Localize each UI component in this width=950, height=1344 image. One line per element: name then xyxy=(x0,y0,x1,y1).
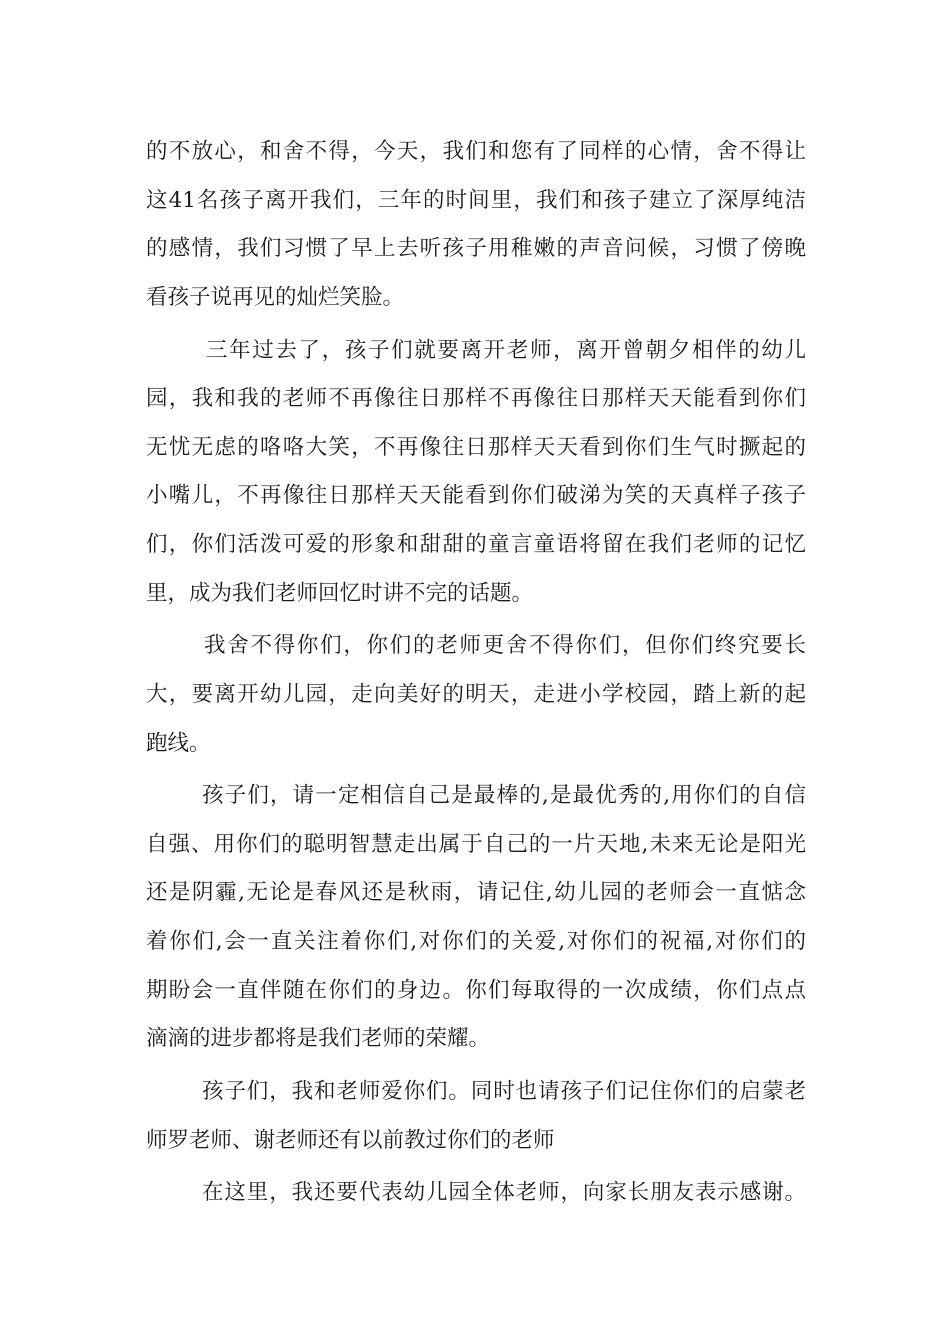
text-line: 滴滴的进步都将是我们老师的荣耀。 xyxy=(146,1026,491,1052)
text-line: 师罗老师、谢老师还有以前教过你们的老师 xyxy=(146,1127,555,1153)
text-line: 园，我和我的老师不再像往日那样不再像往日那样天天能看到你们 xyxy=(146,386,806,412)
text-line: 孩子们，我和老师爱你们。同时也请孩子们记住你们的启蒙老 xyxy=(202,1079,806,1105)
document-page xyxy=(146,128,806,1222)
text-line: 里，成为我们老师回忆时讲不完的话题。 xyxy=(146,580,534,606)
text-line: 还是阴霾,无论是春风还是秋雨，请记住,幼儿园的老师会一直惦念 xyxy=(146,880,806,906)
text-line: 小嘴儿，不再像往日那样天天能看到你们破涕为笑的天真样子孩子 xyxy=(146,483,806,509)
paragraph-4 xyxy=(146,772,806,1064)
text-line: 这41名孩子离开我们，三年的时间里，我们和孩子建立了深厚纯洁 xyxy=(146,187,806,213)
text-line: 的感情，我们习惯了早上去听孩子用稚嫩的声音问候，习惯了傍晚 xyxy=(146,236,806,262)
paragraph-5 xyxy=(146,1068,806,1165)
text-line: 三年过去了，孩子们就要离开老师，离开曾朝夕相伴的幼儿 xyxy=(206,337,806,363)
text-line: 跑线。 xyxy=(146,730,211,756)
text-line: 的不放心，和舍不得，今天，我们和您有了同样的心情，舍不得让 xyxy=(146,139,806,164)
text-line: 自强、用你们的聪明智慧走出属于自己的一片天地,未来无论是阳光 xyxy=(146,831,806,857)
paragraph-1 xyxy=(146,128,806,322)
text-line: 我舍不得你们，你们的老师更舍不得你们，但你们终究要长 xyxy=(204,633,806,659)
text-line: 着你们,会一直关注着你们,对你们的关爱,对你们的祝福,对你们的 xyxy=(146,929,806,955)
paragraph-2 xyxy=(146,327,806,619)
text-line: 大，要离开幼儿园，走向美好的明天，走进小学校园，踏上新的起 xyxy=(146,681,806,707)
paragraph-6 xyxy=(146,1169,806,1218)
text-line: 在这里，我还要代表幼儿园全体老师，向家长朋友表示感谢。 xyxy=(202,1180,806,1206)
text-line: 们，你们活泼可爱的形象和甜甜的童言童语将留在我们老师的记忆 xyxy=(146,531,806,557)
paragraph-3 xyxy=(146,622,806,768)
text-line: 孩子们，请一定相信自己是最棒的,是最优秀的,用你们的自信 xyxy=(202,783,806,809)
text-line: 期盼会一直伴随在你们的身边。你们每取得的一次成绩，你们点点 xyxy=(146,977,806,1003)
text-line: 无忧无虑的咯咯大笑，不再像往日那样天天看到你们生气时撅起的 xyxy=(146,434,806,460)
text-line: 看孩子说再见的灿烂笑脸。 xyxy=(146,284,405,310)
